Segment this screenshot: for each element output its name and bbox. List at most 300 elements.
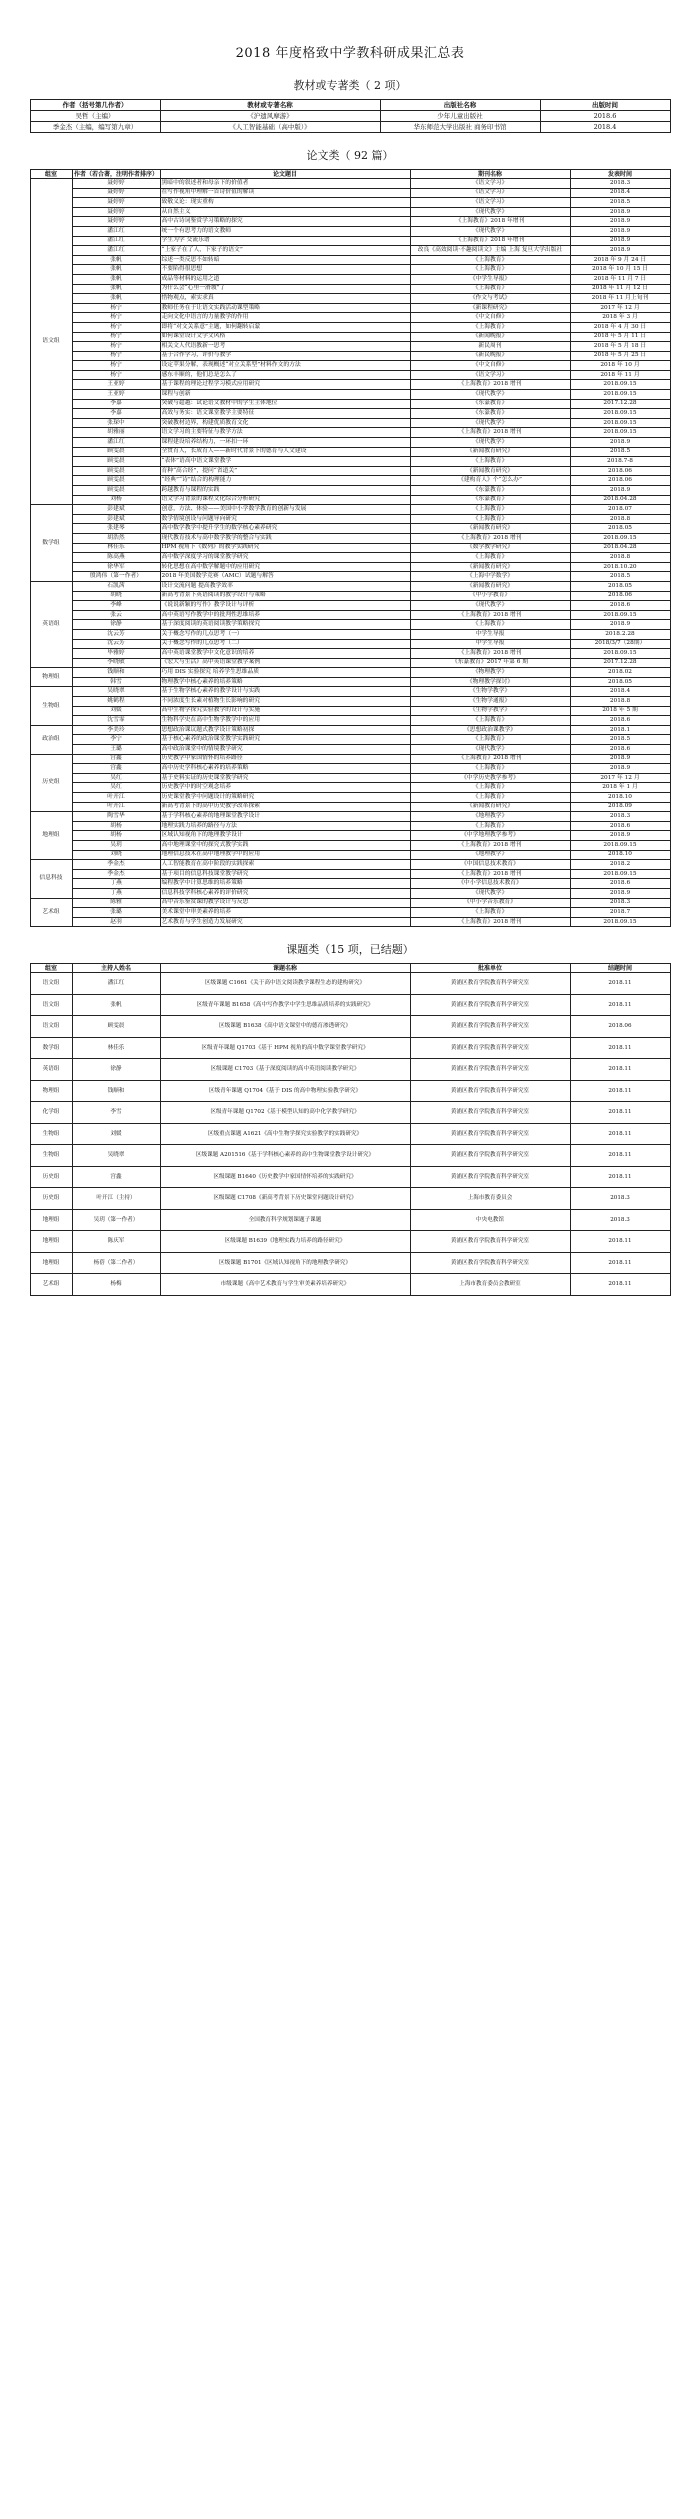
papers-cell: 美术课堂中审美素养的培养 (160, 908, 410, 918)
papers-cell: 李美玲 (72, 725, 160, 735)
papers-cell: “经典”“诗”结合的构理能力 (160, 476, 410, 486)
table-row (30, 505, 670, 515)
papers-cell: 课程与创新 (160, 390, 410, 400)
papers-cell: 2018 年 11 月上旬刊 (570, 294, 670, 304)
papers-cell: 《中文自修》 (410, 313, 570, 323)
papers-cell: 《作文与考试》 (410, 294, 570, 304)
papers-cell: 黑暗中的叙述者和母亲下的价值者 (160, 179, 410, 189)
papers-cell: 《生物学教学》 (410, 687, 570, 697)
projects-cell: 市级课题《高中艺术教育与学生审美素养培养研究》 (160, 1274, 410, 1296)
papers-cell: 2018.09.15 (570, 428, 670, 438)
projects-cell: 宫鑫 (72, 1166, 160, 1188)
papers-cell: 突破与超越：试论语文教材中的学生主体地位 (160, 399, 410, 409)
papers-cell: 现代教育技术与高中数学教学的整合与实践 (160, 533, 410, 543)
papers-cell: 陈高燕 (72, 553, 160, 563)
papers-cell: 《上海教育》 (410, 735, 570, 745)
projects-cell: 区级课题 B1639《地理实践力培养的路径研究》 (160, 1231, 410, 1253)
papers-cell: 为什么会“心里一滑坡”了 (160, 284, 410, 294)
projects-cell: 2018.11 (570, 1231, 670, 1253)
table-row (30, 390, 670, 400)
papers-cell: 殷鸿伟（第一作者） (72, 572, 160, 582)
papers-cell: 《上海教育》 (410, 793, 570, 803)
papers-cell: 潘江红 (72, 236, 160, 246)
textbooks-column-header: 作者（括号第几作者） (30, 100, 160, 111)
textbooks-table (30, 99, 671, 133)
table-row (30, 1059, 670, 1081)
papers-cell: 2018.04.28 (570, 543, 670, 553)
table-row (30, 754, 670, 764)
papers-cell: 2017 年 12 月 (570, 773, 670, 783)
papers-cell: 《中学生导报》 (410, 274, 570, 284)
projects-cell: 黄浦区教育学院教育科学研究室 (410, 1252, 570, 1274)
papers-cell: 设计交流问题 提高教学效率 (160, 581, 410, 591)
projects-cell: 2018.11 (570, 1059, 670, 1081)
table-row (30, 274, 670, 284)
papers-cell: 毕雅婷 (72, 649, 160, 659)
papers-cell: 2018.05 (570, 524, 670, 534)
table-row (30, 438, 670, 448)
papers-cell: 高中政治课堂中的情境教学研究 (160, 745, 410, 755)
papers-cell: 杨宁 (72, 361, 160, 371)
table-row (30, 639, 670, 649)
papers-header-row (30, 170, 670, 179)
papers-cell: 《新闻教育研究》 (410, 562, 570, 572)
papers-cell: 《语文学习》 (410, 198, 570, 208)
papers-cell: 历史教学中的时空观念培养 (160, 783, 410, 793)
papers-cell: 2018.9 (570, 620, 670, 630)
papers-cell: 高效与务实：语文课堂教学主要特征 (160, 409, 410, 419)
papers-cell: 信息科技学科核心素养的评价研究 (160, 888, 410, 898)
table-row (30, 1274, 670, 1296)
papers-cell: 沈雪霏 (72, 716, 160, 726)
papers-cell: 《上海教育》2018 年增刊 (410, 217, 570, 227)
projects-cell: 钱顺和 (72, 1080, 160, 1102)
papers-cell: 基于史料实证的历史课堂教学研究 (160, 773, 410, 783)
papers-cell: 2018.6 (570, 601, 670, 611)
papers-cell: 《物理教学探讨》 (410, 677, 570, 687)
projects-cell: 语文组 (30, 973, 72, 995)
papers-cell: 徐静 (72, 620, 160, 630)
projects-cell: 2018.11 (570, 1102, 670, 1124)
papers-cell: 沈云芳 (72, 639, 160, 649)
table-row (30, 322, 670, 332)
papers-cell: 《现代教学》 (410, 438, 570, 448)
papers-cell: 《上海教育》2018 增刊 (410, 380, 570, 390)
papers-cell: 吴红 (72, 773, 160, 783)
papers-cell: 高中数学深度学习的课堂教学研究 (160, 553, 410, 563)
papers-cell: 丁燕 (72, 888, 160, 898)
papers-cell: 刘杨 (72, 495, 160, 505)
projects-cell: 黄浦区教育学院教育科学研究室 (410, 1231, 570, 1253)
projects-cell: 语文组 (30, 1016, 72, 1038)
papers-cell: 创意，方法、体验——美国中小学数学教育的创新与发展 (160, 505, 410, 515)
papers-cell: 聂婷婷 (72, 217, 160, 227)
papers-cell: 聂婷婷 (72, 207, 160, 217)
papers-cell: 2018.2 (570, 860, 670, 870)
papers-cell: 《上海教育》 (410, 620, 570, 630)
papers-cell: 《现代教学》 (410, 207, 570, 217)
papers-cell: 基于学科核心素养的地理课堂教学设计 (160, 812, 410, 822)
papers-cell: 《建构育人》个“怎么办” (410, 476, 570, 486)
papers-cell: HPM 视角下《数列》的教学实践研究 (160, 543, 410, 553)
papers-cell: 王璐 (72, 745, 160, 755)
papers-cell: 胡雅丽 (72, 428, 160, 438)
papers-cell: 王亚婷 (72, 390, 160, 400)
projects-cell: 上海市教育委员会 (410, 1188, 570, 1210)
papers-cell: 叶开江 (72, 793, 160, 803)
papers-cell: 张帆 (72, 255, 160, 265)
papers-cell: 2018.3 (570, 179, 670, 189)
table-row (30, 207, 670, 217)
table-row (30, 1102, 670, 1124)
projects-cell: 张帆 (72, 994, 160, 1016)
projects-cell: 2018.3 (570, 1209, 670, 1231)
table-row (30, 649, 670, 659)
papers-cell: 李宁 (72, 735, 160, 745)
papers-cell: 《东篆教育》 (410, 486, 570, 496)
projects-cell: 英语组 (30, 1059, 72, 1081)
papers-cell: 彭建斌 (72, 505, 160, 515)
papers-cell: 在写作视角中理解一首诗价值的解读 (160, 188, 410, 198)
papers-cell: 韩雪 (72, 677, 160, 687)
papers-cell: 2018.6 (570, 745, 670, 755)
textbooks-heading: 教材或专著类（ 2 项） (293, 79, 407, 92)
projects-heading: 课题类（15 项，已结题） (286, 943, 414, 957)
textbooks-cell: 《沪遗风摩游》 (160, 111, 380, 122)
table-row (30, 428, 670, 438)
papers-cell: 2018.9 (570, 754, 670, 764)
papers-cell: 《上海教育》 (410, 255, 570, 265)
table-row (30, 840, 670, 850)
papers-cell: 2018.06 (570, 591, 670, 601)
papers-cell: 《中国信息技术教育》 (410, 860, 570, 870)
projects-cell: 2018.11 (570, 1145, 670, 1167)
papers-cell: 胡杨 (72, 831, 160, 841)
papers-cell: 林佳乐 (72, 543, 160, 553)
table-row (30, 591, 670, 601)
papers-cell: 思想政治课议题式教学设计策略初探 (160, 725, 410, 735)
papers-cell: 2018 年 4 月 30 日 (570, 322, 670, 332)
papers-cell: 2018.05 (570, 677, 670, 687)
table-row (30, 111, 670, 122)
papers-cell: 不要陷得很思想 (160, 265, 410, 275)
papers-cell: 基于课程的理论过程学习模式应用研究 (160, 380, 410, 390)
papers-cell: 《上海教育》2018 增刊 (410, 917, 570, 927)
papers-cell: 王亚婷 (72, 380, 160, 390)
papers-cell: 《上海教育》 (410, 716, 570, 726)
papers-cell: 《东篆教育》 (410, 409, 570, 419)
projects-cell: 区级课题 B1638《高中语文课堂中的德育渗透研究》 (160, 1016, 410, 1038)
papers-cell: 《现代教学》 (410, 418, 570, 428)
table-row (30, 246, 670, 256)
papers-cell: 2018.5 (570, 735, 670, 745)
group-label: 语文组 (30, 179, 72, 505)
table-row (30, 917, 670, 927)
papers-cell: 《现代教学》 (410, 888, 570, 898)
papers-column-header: 发表时间 (570, 170, 670, 179)
group-label: 历史组 (30, 754, 72, 812)
table-row (30, 869, 670, 879)
papers-cell: 设定苹果分解，表现概述“对立关系型”材料作文的方法 (160, 361, 410, 371)
papers-cell: 2018 年 10 月 15 日 (570, 265, 670, 275)
table-row (30, 1037, 670, 1059)
papers-column-header: 论文题目 (160, 170, 410, 179)
table-row (30, 332, 670, 342)
table-row (30, 1123, 670, 1145)
projects-cell: 吴玥（第一作者） (72, 1209, 160, 1231)
papers-cell: 2018.9 (570, 888, 670, 898)
projects-cell: 中央电教馆 (410, 1209, 570, 1231)
projects-cell: 区级课题 B1640《历史教学中家国情怀培养的实践研究》 (160, 1166, 410, 1188)
papers-cell: 杨宁 (72, 351, 160, 361)
table-row (30, 888, 670, 898)
table-row (30, 677, 670, 687)
papers-column-header: 期刊名称 (410, 170, 570, 179)
papers-cell: 《上海教育》2018 增刊 (410, 869, 570, 879)
table-row (30, 514, 670, 524)
papers-cell: 《上海教育》 (410, 505, 570, 515)
projects-cell: 全国教育科学规划课题子课题 (160, 1209, 410, 1231)
table-row (30, 533, 670, 543)
table-row (30, 783, 670, 793)
papers-cell: 跨越教育与课程的实践 (160, 486, 410, 496)
projects-cell: 黄浦区教育学院教育科学研究室 (410, 1080, 570, 1102)
papers-cell: 吴玥 (72, 840, 160, 850)
papers-cell: 《新闻晚报》 (410, 332, 570, 342)
papers-cell: 2018.04.28 (570, 495, 670, 505)
papers-cell: 《上海教育》 (410, 265, 570, 275)
papers-cell: 刘晓 (72, 850, 160, 860)
papers-cell: 李嘉 (72, 409, 160, 419)
projects-cell: 黄浦区教育学院教育科学研究室 (410, 1123, 570, 1145)
group-label: 数学组 (30, 505, 72, 582)
papers-cell: 胡晓 (72, 591, 160, 601)
papers-cell: 2018.09.15 (570, 533, 670, 543)
papers-cell: 2018.3 (570, 812, 670, 822)
table-row (30, 284, 670, 294)
papers-cell: 《地理教学》 (410, 850, 570, 860)
papers-cell: 《新课程研究》 (410, 303, 570, 313)
projects-cell: 2018.06 (570, 1016, 670, 1038)
papers-cell: 2018.5 (570, 447, 670, 457)
table-row (30, 716, 670, 726)
table-row (30, 706, 670, 716)
papers-cell: 顾雯晨 (72, 466, 160, 476)
papers-cell: 2018.6 (570, 879, 670, 889)
papers-cell: 2017.12.28 (570, 658, 670, 668)
papers-cell: 《生物学教学》 (410, 706, 570, 716)
table-row (30, 495, 670, 505)
projects-cell: 吴晓翠 (72, 1145, 160, 1167)
papers-cell: 关于概念写作的几点思考（一） (160, 629, 410, 639)
group-label: 政治组 (30, 725, 72, 754)
textbooks-cell: 《人工智能基础（高中版）》 (160, 122, 380, 133)
projects-cell: 黄浦区教育学院教育科学研究室 (410, 1166, 570, 1188)
papers-cell: 不同浓度生长素对植物生长影响的研究 (160, 697, 410, 707)
table-row (30, 860, 670, 870)
table-row (30, 812, 670, 822)
projects-cell: 数学组 (30, 1037, 72, 1059)
papers-cell: 基于合作学习，评价与教学 (160, 351, 410, 361)
papers-cell: 生物科学史在高中生物学教学中的应用 (160, 716, 410, 726)
table-row (30, 745, 670, 755)
projects-cell: 区级青年课题 Q1703《基于 HPM 视角的高中数学课堂教学研究》 (160, 1037, 410, 1059)
papers-cell: 中学生导报 (410, 639, 570, 649)
projects-table (30, 963, 671, 1296)
papers-cell: 沈云芳 (72, 629, 160, 639)
papers-cell: 《新闻教育研究》 (410, 524, 570, 534)
papers-cell: 徐华军 (72, 562, 160, 572)
projects-cell: 2018.11 (570, 994, 670, 1016)
papers-cell: 《上海教育》2018 增刊 (410, 610, 570, 620)
papers-cell: 2018.10 (570, 850, 670, 860)
papers-cell: 2018.9 (570, 764, 670, 774)
papers-cell: 高中古诗词鉴赏学习策略的探究 (160, 217, 410, 227)
papers-cell: 《上海教育》 (410, 284, 570, 294)
papers-cell: 2018.09.15 (570, 917, 670, 927)
textbooks-cell: 2018.6 (540, 111, 670, 122)
papers-cell: 2018.9 (570, 236, 670, 246)
papers-cell: 石凯茜 (72, 581, 160, 591)
table-row (30, 802, 670, 812)
papers-cell: 《上海教育》 (410, 322, 570, 332)
projects-header-row (30, 964, 670, 973)
projects-cell: 2018.11 (570, 1252, 670, 1274)
papers-cell: 《东篆教育》 (410, 399, 570, 409)
papers-cell: 基于核心素养的政治课堂教学实践研究 (160, 735, 410, 745)
projects-cell: 物理组 (30, 1080, 72, 1102)
papers-cell: 2018.4 (570, 687, 670, 697)
papers-cell: 2018.09.15 (570, 380, 670, 390)
projects-cell: 黄浦区教育学院教育科学研究室 (410, 994, 570, 1016)
papers-cell: 2018.7-8 (570, 457, 670, 467)
table-row (30, 850, 670, 860)
papers-cell: 基于深度阅读的英语阅读教学策略探究 (160, 620, 410, 630)
papers-cell: 2018.3 (570, 898, 670, 908)
papers-cell: 2018.9 (570, 217, 670, 227)
papers-cell: 2018.9 (570, 486, 670, 496)
papers-heading: 论文类（ 92 篇） (306, 149, 394, 162)
projects-column-header: 组室 (30, 964, 72, 973)
papers-cell: 惜物观点，索实求真 (160, 294, 410, 304)
projects-cell: 地理组 (30, 1209, 72, 1231)
table-row (30, 764, 670, 774)
papers-cell: 2018.9 (570, 831, 670, 841)
papers-cell: 2018.06 (570, 476, 670, 486)
papers-cell: 杨宁 (72, 342, 160, 352)
papers-cell: 高中数学教学中提升学生的数学核心素养研究 (160, 524, 410, 534)
textbooks-cell: 季金杰（主编，编写第九章） (30, 122, 160, 133)
papers-cell: 语文学习的主要特征与教学方法 (160, 428, 410, 438)
projects-column-header: 结题时间 (570, 964, 670, 973)
table-row (30, 342, 670, 352)
table-row (30, 255, 670, 265)
papers-cell: 编程教学中计算思维的培养策略 (160, 879, 410, 889)
papers-cell: 聂婷婷 (72, 179, 160, 189)
papers-cell: 叶开江 (72, 802, 160, 812)
textbooks-cell: 2018.4 (540, 122, 670, 133)
papers-cell: 2018 年 5 月 18 日 (570, 342, 670, 352)
table-row (30, 821, 670, 831)
table-row (30, 303, 670, 313)
papers-cell: 2018 年 5 月 25 日 (570, 351, 670, 361)
textbooks-cell: 华东师范大学出版社 商务印书馆 (380, 122, 540, 133)
projects-cell: 陈庆军 (72, 1231, 160, 1253)
papers-cell: 宫鑫 (72, 764, 160, 774)
group-label: 地理组 (30, 812, 72, 860)
projects-cell: 历史组 (30, 1188, 72, 1210)
papers-cell: 2017 年 12 月 (570, 303, 670, 313)
papers-cell: 李晓敏 (72, 658, 160, 668)
papers-cell: 《现代教学》 (410, 601, 570, 611)
projects-cell: 生物组 (30, 1123, 72, 1145)
projects-cell: 2018.3 (570, 1188, 670, 1210)
papers-cell: 2018.5 (570, 198, 670, 208)
projects-cell: 顾雯晨 (72, 1016, 160, 1038)
papers-cell: 顾雯晨 (72, 457, 160, 467)
table-row (30, 831, 670, 841)
papers-table (30, 169, 671, 927)
projects-cell: 历史组 (30, 1166, 72, 1188)
papers-cell: 2018.8 (570, 553, 670, 563)
projects-cell: 语文组 (30, 994, 72, 1016)
table-row (30, 399, 670, 409)
papers-cell: 新高考背景下英语阅读的教学设计与策略 (160, 591, 410, 601)
papers-cell: 2018.9 (570, 207, 670, 217)
papers-cell: 《中文自修》 (410, 361, 570, 371)
papers-cell: 顾雯晨 (72, 486, 160, 496)
projects-column-header: 主持人姓名 (72, 964, 160, 973)
projects-cell: 2018.11 (570, 1123, 670, 1145)
papers-cell: 《现代教学》 (410, 226, 570, 236)
papers-cell: 《上海教育》 (410, 553, 570, 563)
projects-cell: 杨蓓（第二作者） (72, 1252, 160, 1274)
papers-cell: 语文学习背景的课程文化综合分析研究 (160, 495, 410, 505)
table-row (30, 447, 670, 457)
papers-cell: 刘媛 (72, 706, 160, 716)
papers-cell: 《上海教育》 (410, 457, 570, 467)
textbooks-column-header: 出版时间 (540, 100, 670, 111)
papers-cell: 改良《高效阅读·不趣阅读文》主编 上海 复旦大学出版社 (410, 246, 570, 256)
papers-cell: 《现代教学》 (410, 745, 570, 755)
papers-cell: 2018.9 (570, 226, 670, 236)
table-row (30, 543, 670, 553)
papers-cell: 陈雅 (72, 898, 160, 908)
projects-cell: 区级课题 C1708《新高考背景下历史课堂问题设计研究》 (160, 1188, 410, 1210)
papers-cell: 杨宁 (72, 332, 160, 342)
projects-cell: 2018.11 (570, 973, 670, 995)
papers-cell: 中学生导报 (410, 629, 570, 639)
papers-cell: 2018/3/7（28期） (570, 639, 670, 649)
papers-cell: 《上海教育》2018 年增刊 (410, 236, 570, 246)
table-row (30, 418, 670, 428)
papers-cell: 姚鹤程 (72, 697, 160, 707)
papers-cell: 陶雪华 (72, 812, 160, 822)
papers-cell: 杨宁 (72, 322, 160, 332)
projects-cell: 2018.11 (570, 1037, 670, 1059)
papers-cell: 宫鑫 (72, 754, 160, 764)
papers-cell: 突破教材边界，构建优质教育文化 (160, 418, 410, 428)
papers-cell: 《说说新颖的写作》教学设计与评析 (160, 601, 410, 611)
projects-cell: 区级青年课题 B1658《高中写作教学中学生思维品质培养的实践研究》 (160, 994, 410, 1016)
table-row (30, 562, 670, 572)
papers-cell: 《中小学信息技术教育》 (410, 879, 570, 889)
table-row (30, 1209, 670, 1231)
papers-cell: 张帆 (72, 284, 160, 294)
projects-cell: 区级重点课题 A1621《高中生物学探究实验教学的实践研究》 (160, 1123, 410, 1145)
papers-cell: 2018 年 9 月 24 日 (570, 255, 670, 265)
papers-cell: 从自然主义 (160, 207, 410, 217)
